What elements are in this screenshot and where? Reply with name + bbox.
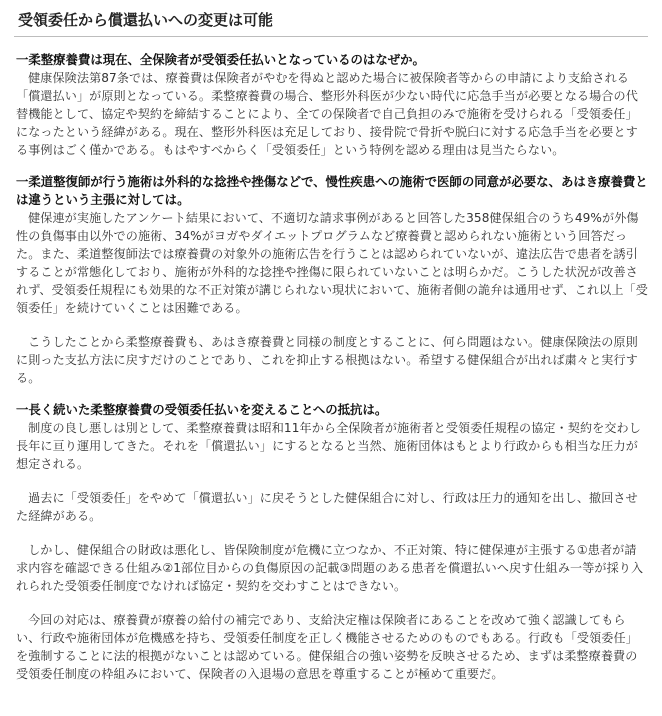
paragraph: こうしたことから柔整療養費も、あはき療養費と同様の制度とすることに、何ら問題はない。健康保険法の原則に則った支払方法に戻すだけのことであり、これを抑止する根拠はない。希望する健保組合が出れば粛々と実行する。 (16, 335, 638, 385)
article-title: 受領委任から償還払いへの変更は可能 (18, 11, 274, 29)
section-heading: 一柔整療養費は現在、全保険者が受領委任払いとなっているのはなぜか。 (16, 52, 425, 67)
section-1 (14, 51, 648, 159)
paragraph: しかし、健保組合の財政は悪化し、皆保険制度が危機に立つなか、不正対策、特に健保連が主張する①患者が請求内容を確認できる仕組み②1部位目からの負傷原因の記載③問題のある患者を償還払いへ戻す仕組み一等が採り入れられた受領委任制度でなければ協定・契約を交わすことはできない。 (16, 543, 644, 593)
section-2 (14, 173, 648, 387)
section-3 (14, 401, 648, 683)
title-divider (14, 36, 648, 37)
paragraph: 制度の良し悪しは別として、柔整療養費は昭和11年から全保険者が施術者と受領委任規程の協定・契約を交わし長年に亘り運用してきた。それを「償還払い」にするとなると当然、施術団体はもとより行政からも相当な圧力が想定される。 (16, 421, 641, 471)
paragraph: 過去に「受領委任」をやめて「償還払い」に戻そうとした健保組合に対し、行政は圧力的通知を出し、撤回させた経緯がある。 (16, 491, 638, 523)
section-heading: 一長く続いた柔整療養費の受領委任払いを変えることへの抵抗は。 (16, 402, 388, 417)
section-heading: 一柔道整復師が行う施術は外科的な捻挫や挫傷などで、慢性疾患への施術で医師の同意が必要な、あはき療養費とは違うという主張に対しては。 (16, 174, 648, 207)
paragraph: 今回の対応は、療養費が療養の給付の補完であり、支給決定権は保険者にあることを改めて強く認識してもらい、行政や施術団体が危機感を持ち、受領委任制度を正しく機能させるためのものでもある。行政も「受領委任」を強制することに法的根拠がないことは認めている。健保組合の強い姿勢を反映させるため、まずは柔整療養費の受領委任制度の枠組みにおいて、保険者の入退場の意思を尊重することが極めて重要だ。 (16, 613, 638, 681)
paragraph: 健康保険法第87条では、療養費は保険者がやむを得ぬと認めた場合に被保険者等からの申請により支給される「償還払い」が原則となっている。柔整療養費の場合、整形外科医が少ない時代に応急手当が必要となる場合の代替機能として、協定や契約を締結することにより、全ての保険者で自己負担のみで施術を受けられる「受領委任」になったという経緯がある。現在、整形外科医は充足しており、接骨院で骨折や脱臼に対する応急手当を必要とする事例はごく僅かである。もはやすべからく「受領委任」という特例を認める理由は見当たらない。 (16, 71, 638, 157)
paragraph: 健保連が実施したアンケート結果において、不適切な請求事例があると回答した358健保組合のうち49%が外傷性の負傷事由以外での施術、34%がヨガやダイエットプログラムなど療養費と認められない施術という回答だった。また、柔道整復師法では療養費の対象外の施術広告を行うことは認められていないが、違法広告で患者を誘引することが常態化しており、施術が外科的な捻挫や挫傷に限られていないことは明らかだ。こうした状況が改善されず、受領委任規程にも効果的な不正対策が講じられない現状において、施術者側の詭弁は通用せず、これ以上「受領委任」を続けていくことは困難である。 (16, 211, 648, 315)
